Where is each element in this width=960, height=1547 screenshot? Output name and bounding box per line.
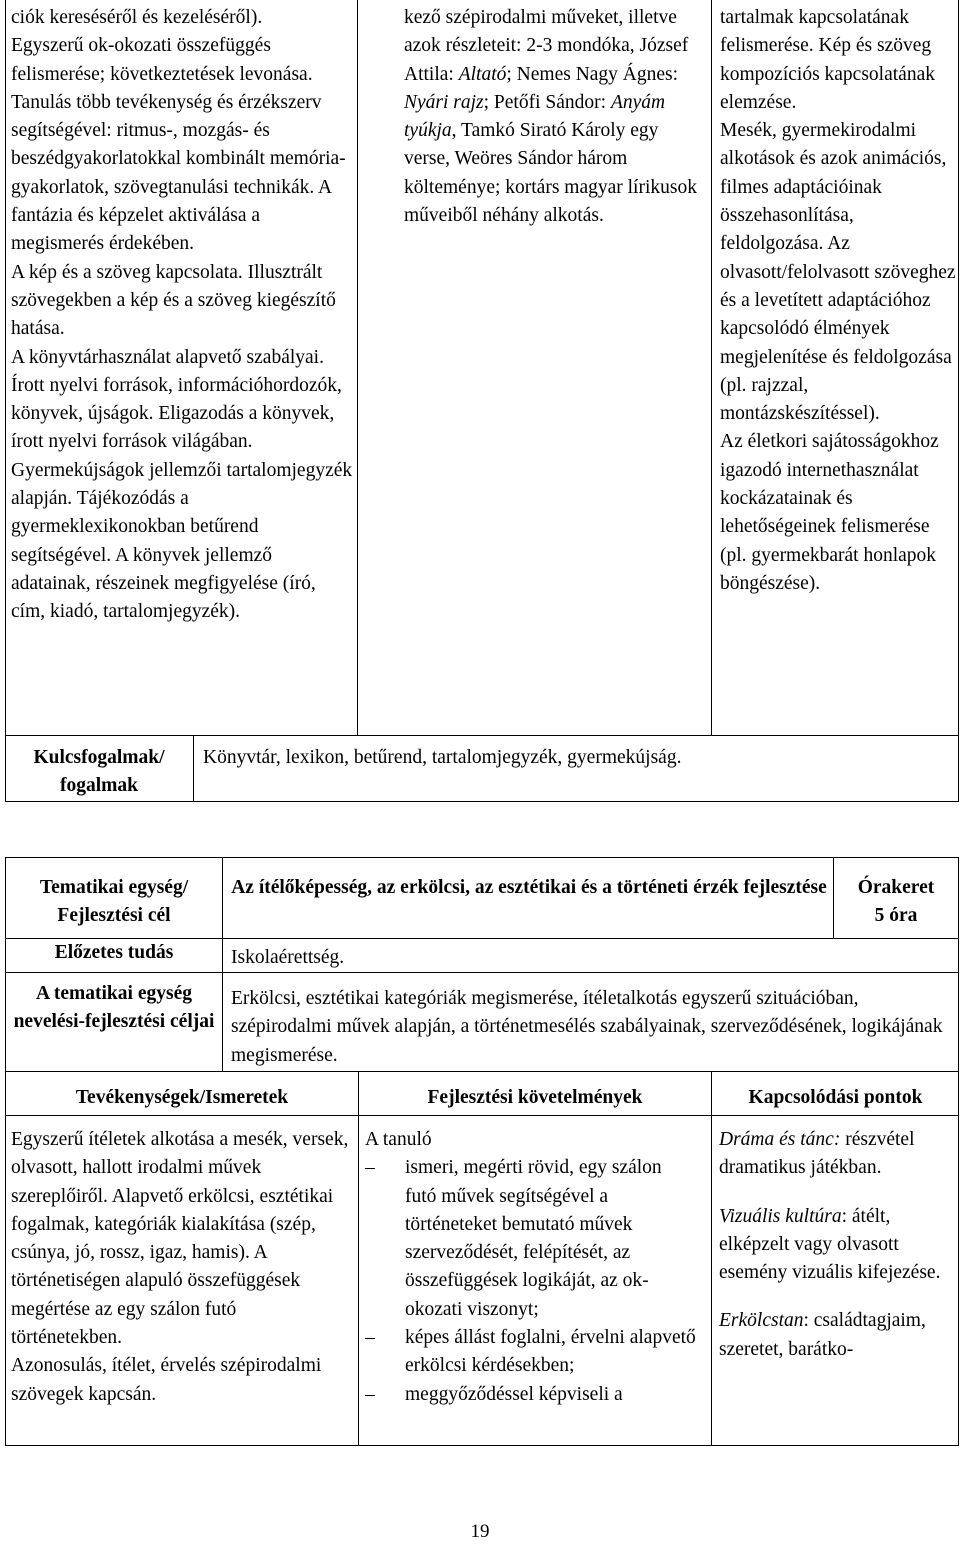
elozetes-tudas-text: Iskolaérettség.: [231, 947, 345, 968]
top-table-divider-1: [357, 0, 358, 735]
tematikai-egyseg-label: Tematikai egység/ Fejlesztési cél: [39, 877, 189, 927]
text-paragraph: A könyvtárhasználat alapvető szabályai. Írott nyelvi források, információhordozók, könyvek, újságok. Eligazodás a könyvek, írott nyelvi források világában. Gyermekújságok jellemzői tartalomjegyzék alapján. Tájékozódás a gyermeklexikonokban betűrend segítségével. A könyvek jellemző adatainak, részeinek megfigyelése (író, cím, kiadó, tartalomjegyzék).: [11, 346, 353, 623]
column-header-connections: Kapcsolódási pontok: [748, 1087, 923, 1108]
elozetes-tudas-label: Előzetes tudás: [54, 942, 174, 963]
column-header-requirements: Fejlesztési követelmények: [427, 1087, 643, 1108]
top-activities-cell: [11, 4, 353, 627]
text-paragraph: A kép és a szöveg kapcsolata. Illusztrált szövegekben a kép és a szöveg kiegészítő hatása.: [11, 261, 336, 340]
work-title: Altató: [458, 63, 507, 85]
unit-table-top-border: [5, 857, 959, 858]
top-table-bottom-border: [5, 801, 959, 802]
connection-item: Dráma és tánc: részvétel dramatikus játékban.: [719, 1129, 915, 1179]
celjai-text: Erkölcsi, esztétikai kategóriák megismerése, ítéletalkotás egyszerű szituációban, szépirodalmi művek alapján, a történetmesélés szabályainak, szerveződésének, logikájának megismerése.: [231, 988, 943, 1066]
connection-item: Erkölcstan: családtagjaim, szeretet, barátko-: [719, 1310, 926, 1360]
kulcsfogalmak-text: Könyvtár, lexikon, betűrend, tartalomjegyzék, gyermekújság.: [203, 747, 682, 768]
top-table-divider-kulcs: [193, 735, 194, 802]
text-paragraph: Egyszerű ok-okozati összefüggés felismerése; következtetések levonása.: [11, 35, 313, 85]
text-paragraph: Azonosulás, ítélet, érvelés szépirodalmi szövegek kapcsán.: [11, 1355, 322, 1405]
unit-table-left-border: [5, 857, 6, 1446]
work-title: Nyári rajz: [404, 91, 484, 113]
unit-table-label-divider: [222, 857, 223, 1071]
unit-table-row-4: [5, 1115, 959, 1116]
requirements-intro: A tanuló: [365, 1129, 432, 1150]
unit-activities-cell: [11, 1126, 351, 1409]
column-header-activities: Tevékenységek/Ismeretek: [75, 1087, 289, 1108]
connection-item: Vizuális kultúra: átélt, elképzelt vagy olvasott esemény vizuális kifejezése.: [719, 1205, 941, 1284]
orakeret-value: 5 óra: [874, 905, 918, 927]
top-table-left-border: [5, 0, 6, 802]
work-title: Anyám tyúkja: [404, 91, 666, 142]
unit-table-col-divider-2: [711, 1071, 712, 1446]
celjai-label: A tematikai egység nevelési-fejlesztési céljai: [13, 983, 215, 1033]
text-paragraph: Egyszerű ítéletek alkotása a mesék, versek, olvasott, hallott irodalmi művek szereplőiről. Alapvető erkölcsi, esztétikai fogalmak, kategóriák kialakítása (szép, csúnya, jó, rossz, igaz, hamis). A történetiségen alapuló összefüggések megértése az egy szálon futó történetekben.: [11, 1129, 349, 1349]
text-paragraph: ciók kereséséről és kezeléséről).: [11, 7, 263, 28]
unit-table-bottom-border: [5, 1445, 959, 1446]
text-paragraph: Az életkori sajátosságokhoz igazodó internethasználat kockázatainak és lehetőségeinek felismerése (pl. gyermekbarát honlapok böngészése).: [720, 431, 939, 594]
unit-requirements-cell: [365, 1126, 697, 1409]
top-requirements-cell: [404, 4, 704, 230]
top-table-row-line: [5, 735, 959, 736]
requirement-item: – ismeri, megérti rövid, egy szálon futó művek segítségével a történeteket bemutató művek szerveződését, felépítését, az összefüggések logikáját, az ok-okozati viszonyt;: [365, 1154, 697, 1324]
unit-connections-cell: [719, 1126, 953, 1364]
text-paragraph: tartalmak kapcsolatának felismerése. Kép és szöveg kompozíciós kapcsolatának elemzése.: [720, 7, 935, 113]
unit-table-orakeret-divider: [833, 857, 834, 939]
unit-table-right-border: [958, 857, 959, 1446]
kulcsfogalmak-label: Kulcsfogalmak/ fogalmak: [33, 747, 165, 797]
page-number: 19: [470, 1521, 490, 1542]
requirement-item: – meggyőződéssel képviseli a: [365, 1381, 697, 1409]
requirement-item: – képes állást foglalni, érvelni alapvető erkölcsi kérdésekben;: [365, 1324, 697, 1381]
top-table-right-border: [958, 0, 959, 802]
text-paragraph: Tanulás több tevékenység és érzékszerv segítségével: ritmus-, mozgás- és beszédgyakorlatokkal kombinált memória-gyakorlatok, szövegtanulási technikák. A fantázia és képzelet aktiválása a megismerés érdekében.: [11, 91, 346, 255]
text-paragraph: Mesék, gyermekirodalmi alkotások és azok animációs, filmes adaptációinak összehasonlítása, feldolgozása. Az olvasott/felolvasott szöveghez és a levetített adaptációhoz kapcsolódó élmények megjelenítése és feldolgozása (pl. rajzzal, montázskészítéssel).: [720, 120, 956, 425]
orakeret-label: [836, 874, 956, 931]
unit-title: Az ítélőképesség, az erkölcsi, az esztétikai és a történeti érzék fejlesztése: [231, 877, 827, 898]
top-connections-cell: [720, 4, 956, 598]
top-table-divider-2: [711, 0, 712, 735]
unit-table-col-divider-1: [358, 1071, 359, 1446]
unit-table-row-3: [5, 1071, 959, 1072]
orakeret-title: Órakeret: [857, 877, 935, 898]
text-paragraph: kező szépirodalmi műveket, illetve azok részleteit: 2-3 mondóka, József Attila: Altató; Nemes Nagy Ágnes: Nyári rajz; Petőfi Sándor: Anyám tyúkja, Tamkó Sirató Károly egy verse, Weöres Sándor három költeménye; kortárs magyar lírikusok műveiből néhány alkotás.: [404, 7, 697, 227]
